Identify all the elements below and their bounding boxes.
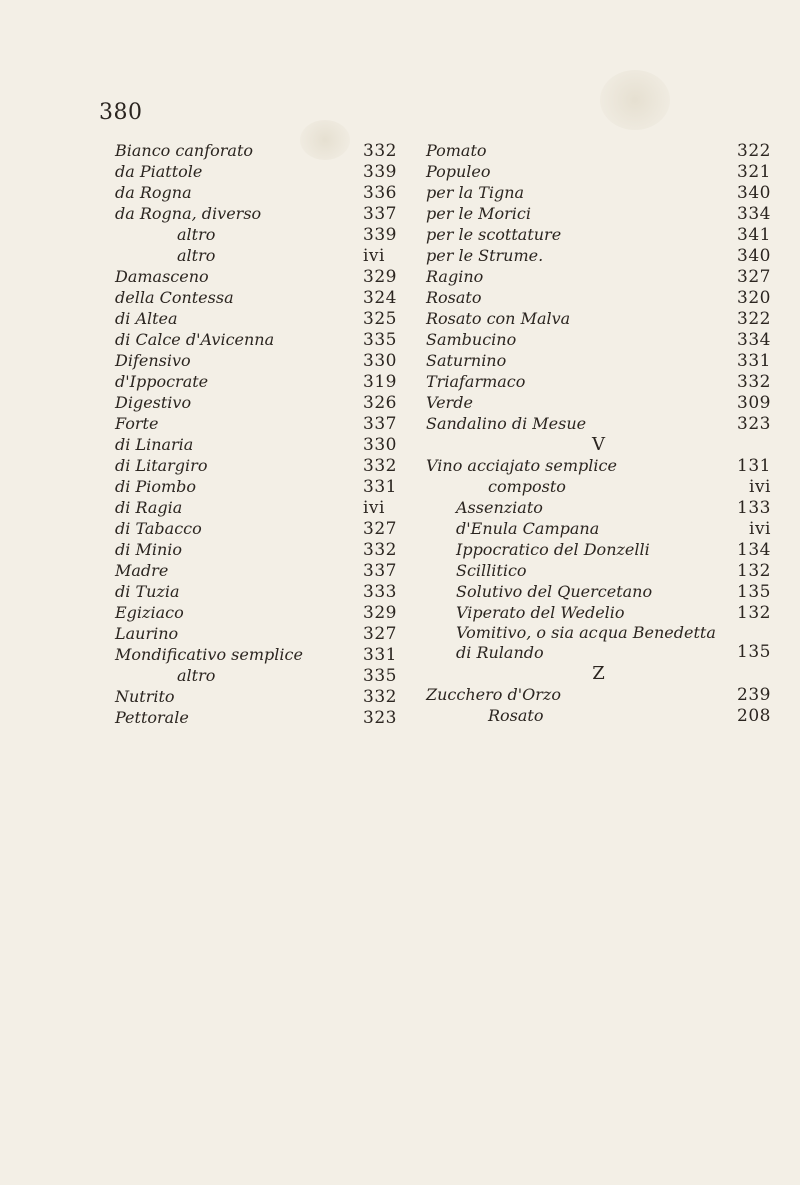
index-entry <box>426 581 771 602</box>
entry-page-number: 327 <box>363 624 397 644</box>
entry-label: Forte <box>115 414 159 433</box>
index-entry <box>115 665 415 686</box>
entry-label: d'Enula Campana <box>456 519 600 538</box>
index-entry <box>115 455 415 476</box>
index-entry <box>115 497 415 518</box>
entry-label: altro <box>177 246 216 265</box>
entry-label: Egiziaco <box>115 603 184 622</box>
entry-label: per la Tigna <box>426 183 525 202</box>
entry-label: Pomato <box>426 141 487 160</box>
entry-label: di Tabacco <box>115 519 202 538</box>
index-entry <box>115 686 415 707</box>
entry-label: composto <box>488 477 566 496</box>
entry-page-number: ivi <box>749 519 771 539</box>
entry-page-number: 309 <box>737 393 771 413</box>
entry-page-number: 335 <box>363 330 397 350</box>
entry-label: Saturnino <box>426 351 507 370</box>
entry-label: di Altea <box>115 309 178 328</box>
entry-label: di Linaria <box>115 435 194 454</box>
entry-page-number: 337 <box>363 561 397 581</box>
entry-page-number: 135 <box>737 642 771 662</box>
entry-page-number: 327 <box>363 519 397 539</box>
section-letter-z <box>426 663 771 684</box>
entry-label: Ippocratico del Donzelli <box>456 540 650 559</box>
entry-label: Assenziato <box>456 498 543 517</box>
index-entry <box>115 161 415 182</box>
section-heading: Z <box>592 663 605 684</box>
entry-label: Triafarmaco <box>426 372 526 391</box>
entry-page-number: 334 <box>737 330 771 350</box>
entry-label: d'Ippocrate <box>115 372 209 391</box>
entry-page-number: 322 <box>737 141 771 161</box>
entry-page-number: 336 <box>363 183 397 203</box>
entry-page-number: 323 <box>363 708 397 728</box>
entry-label: Nutrito <box>115 687 175 706</box>
index-entry <box>426 287 771 308</box>
entry-page-number: 131 <box>737 456 771 476</box>
entry-page-number: 339 <box>363 162 397 182</box>
entry-page-number: 327 <box>737 267 771 287</box>
index-entry <box>426 245 771 266</box>
index-entry <box>115 476 415 497</box>
entry-page-number: 332 <box>363 540 397 560</box>
index-entry <box>426 705 771 726</box>
index-entry <box>426 224 771 245</box>
entry-label: da Piattole <box>115 162 203 181</box>
index-entry <box>115 644 415 665</box>
index-entry <box>426 476 771 497</box>
entry-label: Bianco canforato <box>115 141 254 160</box>
entry-label: Mondificativo semplice <box>115 645 303 664</box>
index-column-right <box>426 140 771 726</box>
index-entry <box>115 224 415 245</box>
entry-label: Rosato con Malva <box>426 309 571 328</box>
index-entry <box>115 350 415 371</box>
index-entry <box>426 602 771 623</box>
entry-label: Madre <box>115 561 169 580</box>
index-entry <box>426 371 771 392</box>
entry-label: da Rogna <box>115 183 192 202</box>
entry-page-number: 329 <box>363 603 397 623</box>
entry-page-number: 331 <box>737 351 771 371</box>
entry-label: da Rogna, diverso <box>115 204 262 223</box>
index-entry <box>115 245 415 266</box>
entry-label: Digestivo <box>115 393 192 412</box>
index-entry <box>115 602 415 623</box>
entry-page-number: ivi <box>749 477 771 497</box>
index-entry <box>115 371 415 392</box>
index-entry <box>115 560 415 581</box>
entry-page-number: 133 <box>737 498 771 518</box>
entry-label: Viperato del Wedelio <box>456 603 625 622</box>
entry-label: Scillitico <box>456 561 527 580</box>
entry-label: di Tuzia <box>115 582 180 601</box>
index-entry <box>426 684 771 705</box>
entry-label: Pettorale <box>115 708 189 727</box>
entry-page-number: 335 <box>363 666 397 686</box>
entry-label: della Contessa <box>115 288 234 307</box>
entry-label: per le Morici <box>426 204 531 223</box>
entry-page-number: 332 <box>737 372 771 392</box>
index-entry <box>426 161 771 182</box>
entry-page-number: 333 <box>363 582 397 602</box>
index-entry <box>426 539 771 560</box>
index-entry <box>426 182 771 203</box>
index-entry <box>115 182 415 203</box>
entry-page-number: 337 <box>363 204 397 224</box>
index-entry <box>426 308 771 329</box>
entry-label: Zucchero d'Orzo <box>426 685 561 704</box>
paper-stain <box>600 70 670 130</box>
index-entry <box>115 434 415 455</box>
index-entry <box>115 581 415 602</box>
index-entry <box>115 203 415 224</box>
entry-label: Verde <box>426 393 473 412</box>
index-entry <box>115 308 415 329</box>
index-entry <box>115 140 415 161</box>
index-entry <box>115 623 415 644</box>
entry-page-number: 332 <box>363 141 397 161</box>
entry-page-number: 208 <box>737 706 771 726</box>
index-entry <box>426 329 771 350</box>
entry-page-number: 319 <box>363 372 397 392</box>
page-number: 380 <box>99 100 143 125</box>
entry-label: Populeo <box>426 162 491 181</box>
section-heading: V <box>592 434 605 455</box>
index-entry <box>115 266 415 287</box>
entry-page-number: 322 <box>737 309 771 329</box>
entry-page-number: 326 <box>363 393 397 413</box>
index-entry <box>115 518 415 539</box>
index-entry <box>426 392 771 413</box>
index-entry <box>115 329 415 350</box>
entry-label: Rosato <box>426 288 482 307</box>
entry-label: Rosato <box>488 706 544 725</box>
entry-page-number: 321 <box>737 162 771 182</box>
entry-page-number: 330 <box>363 435 397 455</box>
entry-page-number: 340 <box>737 183 771 203</box>
index-entry <box>426 623 771 663</box>
entry-page-number: 132 <box>737 603 771 623</box>
entry-page-number: 132 <box>737 561 771 581</box>
entry-page-number: 337 <box>363 414 397 434</box>
index-entry <box>426 497 771 518</box>
entry-label: di Litargiro <box>115 456 208 475</box>
entry-label: Difensivo <box>115 351 191 370</box>
entry-page-number: 334 <box>737 204 771 224</box>
entry-label: Damasceno <box>115 267 209 286</box>
entry-label: di Ragia <box>115 498 183 517</box>
entry-label: di Minio <box>115 540 182 559</box>
section-letter-v <box>426 434 771 455</box>
index-entry <box>426 560 771 581</box>
entry-page-number: 135 <box>737 582 771 602</box>
index-entry <box>426 203 771 224</box>
index-entry <box>426 455 771 476</box>
entry-page-number: 239 <box>737 685 771 705</box>
entry-label: altro <box>177 666 216 685</box>
index-entry <box>115 413 415 434</box>
entry-label: Sandalino di Mesue <box>426 414 587 433</box>
entry-page-number: 331 <box>363 477 397 497</box>
index-entry <box>426 266 771 287</box>
entry-page-number: 320 <box>737 288 771 308</box>
entry-label: per le scottature <box>426 225 562 244</box>
index-entry <box>426 518 771 539</box>
entry-page-number: 325 <box>363 309 397 329</box>
entry-page-number: 329 <box>363 267 397 287</box>
index-entry <box>426 140 771 161</box>
entry-label: Ragino <box>426 267 484 286</box>
entry-page-number: 331 <box>363 645 397 665</box>
index-entry <box>115 287 415 308</box>
index-entry <box>426 413 771 434</box>
entry-page-number: ivi <box>363 498 385 518</box>
entry-page-number: 330 <box>363 351 397 371</box>
entry-page-number: 340 <box>737 246 771 266</box>
entry-label: per le Strume. <box>426 246 544 265</box>
index-entry <box>115 539 415 560</box>
entry-page-number: 332 <box>363 456 397 476</box>
entry-label: Vino acciajato semplice <box>426 456 617 475</box>
entry-page-number: 332 <box>363 687 397 707</box>
index-entry <box>426 350 771 371</box>
index-entry <box>115 707 415 728</box>
entry-label: altro <box>177 225 216 244</box>
entry-label: Sambucino <box>426 330 517 349</box>
entry-page-number: 324 <box>363 288 397 308</box>
entry-page-number: 341 <box>737 225 771 245</box>
index-entry <box>115 392 415 413</box>
entry-label: Laurino <box>115 624 179 643</box>
entry-page-number: 323 <box>737 414 771 434</box>
entry-label: di Calce d'Avicenna <box>115 330 275 349</box>
entry-page-number: ivi <box>363 246 385 266</box>
entry-label: di Piombo <box>115 477 197 496</box>
entry-label: Vomitivo, o sia acqua Benedetta di Rulando <box>456 623 716 662</box>
entry-page-number: 339 <box>363 225 397 245</box>
entry-label: Solutivo del Quercetano <box>456 582 653 601</box>
index-column-left <box>115 140 415 728</box>
entry-page-number: 134 <box>737 540 771 560</box>
